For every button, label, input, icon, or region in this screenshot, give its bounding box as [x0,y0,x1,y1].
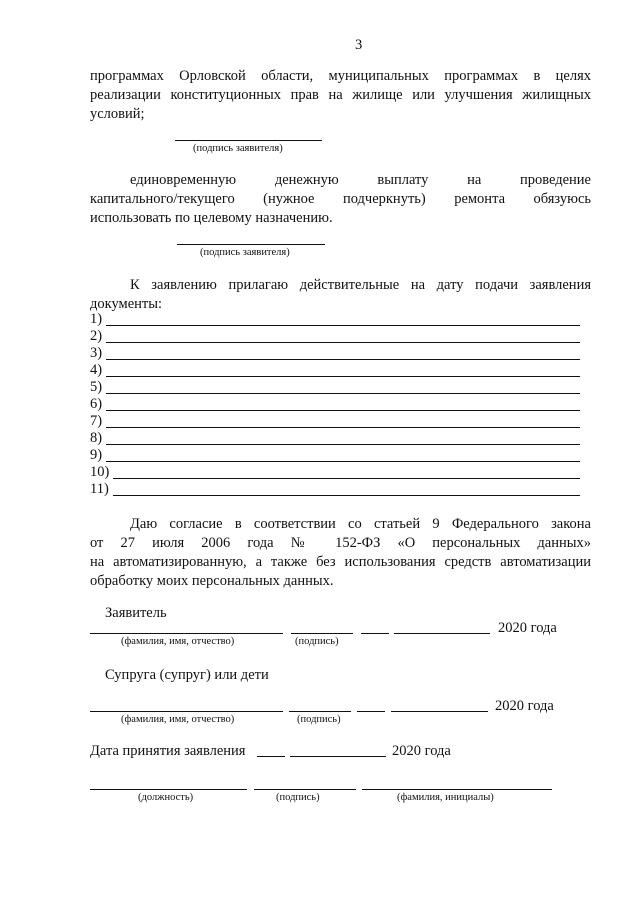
document-item-4-line[interactable] [106,376,580,377]
documents-intro-line-2: документы: [90,296,163,312]
signature-caption-2: (подпись заявителя) [200,247,290,258]
document-item-1-number: 1) [90,311,103,327]
document-item-7-line[interactable] [106,427,580,428]
document-item-8-number: 8) [90,430,103,446]
acceptance-label: Дата принятия заявления [90,743,246,759]
spouse-name-line[interactable] [90,711,283,712]
acceptance-caption-name: (фамилия, инициалы) [397,792,494,803]
document-item-5-number: 5) [90,379,103,395]
acceptance-day-line[interactable] [257,756,285,757]
acceptance-month-line[interactable] [290,756,386,757]
document-item-6-number: 6) [90,396,103,412]
spouse-signature-line[interactable] [289,711,351,712]
acceptance-position-line[interactable] [90,789,247,790]
document-item-9-line[interactable] [106,461,580,462]
signature-caption-1: (подпись заявителя) [193,143,283,154]
consent-line-2: от 27 июля 2006 года № 152-ФЗ «О персональных данных» [90,535,591,551]
document-item-7-number: 7) [90,413,103,429]
document-item-2-number: 2) [90,328,103,344]
applicant-name-line[interactable] [90,633,283,634]
acceptance-year: 2020 года [392,743,451,759]
document-item-5-line[interactable] [106,393,580,394]
paragraph-2-line-1: единовременную денежную выплату на проведение [130,172,591,188]
applicant-month-line[interactable] [394,633,490,634]
signature-line-2[interactable] [177,244,325,245]
document-item-4-number: 4) [90,362,103,378]
applicant-caption-signature: (подпись) [295,636,339,647]
applicant-year: 2020 года [498,620,557,636]
document-item-3-number: 3) [90,345,103,361]
document-item-2-line[interactable] [106,342,580,343]
applicant-day-line[interactable] [361,633,389,634]
document-item-6-line[interactable] [106,410,580,411]
acceptance-caption-position: (должность) [138,792,194,803]
applicant-signature-line[interactable] [291,633,353,634]
acceptance-name-line[interactable] [362,789,552,790]
spouse-year: 2020 года [495,698,554,714]
document-item-8-line[interactable] [106,444,580,445]
spouse-month-line[interactable] [391,711,488,712]
documents-intro-line-1: К заявлению прилагаю действительные на дату подачи заявления [130,277,591,293]
document-item-9-number: 9) [90,447,103,463]
document-item-10-number: 10) [90,464,110,480]
paragraph-1-line-2: реализации конституционных прав на жилище или улучшения жилищных [90,87,591,103]
paragraph-1-line-3: условий; [90,106,145,122]
spouse-day-line[interactable] [357,711,385,712]
paragraph-1-line-1: программах Орловской области, муниципальных программах в целях [90,68,591,84]
spouse-caption-name: (фамилия, имя, отчество) [121,714,235,725]
acceptance-signature-line[interactable] [254,789,356,790]
consent-line-3: на автоматизированную, а также без использования средств автоматизации [90,554,591,570]
consent-line-4: обработку моих персональных данных. [90,573,334,589]
document-item-11-number: 11) [90,481,109,497]
paragraph-2-line-2: капитального/текущего (нужное подчеркнуть) ремонта обязуюсь [90,191,591,207]
document-item-1-line[interactable] [106,325,580,326]
applicant-label: Заявитель [105,605,167,621]
document-item-3-line[interactable] [106,359,580,360]
document-item-11-line[interactable] [113,495,580,496]
spouse-label: Супруга (супруг) или дети [105,667,269,683]
spouse-caption-signature: (подпись) [297,714,341,725]
signature-line-1[interactable] [175,140,322,141]
paragraph-2-line-3: использовать по целевому назначению. [90,210,333,226]
page-number: 3 [355,37,363,53]
applicant-caption-name: (фамилия, имя, отчество) [121,636,235,647]
acceptance-caption-signature: (подпись) [276,792,320,803]
document-item-10-line[interactable] [113,478,580,479]
consent-line-1: Даю согласие в соответствии со статьей 9 Федерального закона [130,516,591,532]
